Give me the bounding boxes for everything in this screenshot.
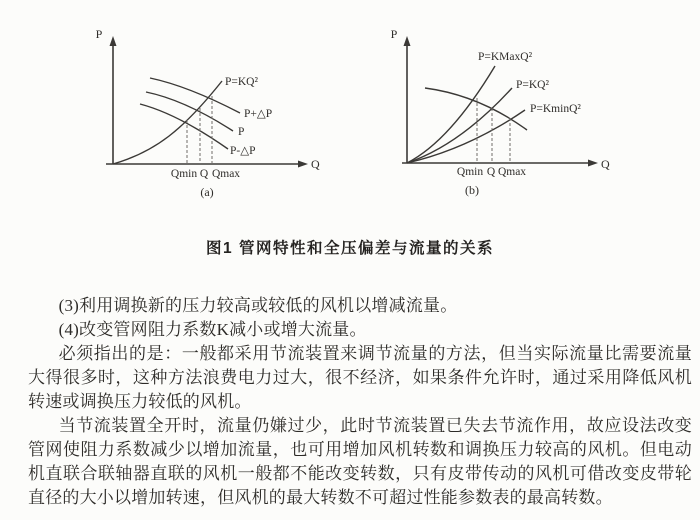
- y-axis-arrow-icon: [110, 36, 117, 46]
- fan-curve-upper-label: P+△P: [244, 108, 273, 120]
- network-curve-k: [407, 88, 512, 163]
- y-axis-label: P: [95, 27, 103, 41]
- x-axis-label: Q: [601, 157, 610, 171]
- x-axis-arrow-icon: [298, 161, 308, 168]
- tick-q: Q: [486, 166, 496, 178]
- paragraph-item-4: (4)改变管网阻力系数K减小或增大流量。: [58, 320, 367, 339]
- paragraph-speed-note: 当节流装置全开时，流量仍嫌过少，此时节流装置已失去节流作用，故应设法改变管网使阻力系数减少以增加流量，也可用增加风机转数和调换压力较高的风机。但电动机直联合联轴器直联的风机一般都不能改变转数，只有皮带传动的风机可借改变皮带轮直径的大小以增加转速，但风机的最大转数不可超过性能参数表的最高转数。: [28, 416, 692, 507]
- network-curve-kmax: [407, 66, 495, 163]
- network-curve-kmin: [407, 110, 525, 163]
- tick-qmax: Qmax: [497, 166, 527, 178]
- x-axis-arrow-icon: [588, 160, 598, 167]
- x-axis-label: Q: [311, 157, 320, 171]
- panel-a-tag: (a): [200, 185, 214, 199]
- tick-qmax: Qmax: [211, 168, 241, 180]
- curve-kmin-label: P=KminQ²: [530, 103, 581, 115]
- figure-caption: 图1 管网特性和全压偏差与流量的关系: [206, 240, 494, 257]
- body-text: [28, 294, 692, 510]
- network-curve-label: P=KQ²: [225, 76, 258, 88]
- y-axis-arrow-icon: [404, 36, 411, 46]
- panel-b-tag: (b): [465, 183, 479, 197]
- fan-curve-mid-label: P: [238, 126, 245, 138]
- tick-qmin: Qmin: [170, 168, 198, 180]
- fan-curve-lower-label: P-△P: [230, 145, 256, 157]
- panel-a-diagram: [70, 18, 325, 208]
- fan-curve-lower: [140, 104, 228, 149]
- panel-b-diagram: [380, 18, 615, 208]
- paragraph-throttle-note: 必须指出的是：一般都采用节流装置来调节流量的方法，但当实际流量比需要流量大得很多时，这种方法浪费电力过大，很不经济，如果条件允许时，通过采用降低风机转速或调换压力较低的风机。: [28, 344, 692, 411]
- y-axis-label: P: [390, 27, 398, 41]
- tick-qmin: Qmin: [456, 166, 484, 178]
- curve-kmax-label: P=KMaxQ²: [478, 51, 533, 63]
- curve-k-label: P=KQ²: [516, 79, 549, 91]
- tick-q: Q: [199, 168, 209, 180]
- network-curve: [113, 81, 222, 164]
- paragraph-item-3: (3)利用调换新的压力较高或较低的风机以增减流量。: [58, 296, 458, 315]
